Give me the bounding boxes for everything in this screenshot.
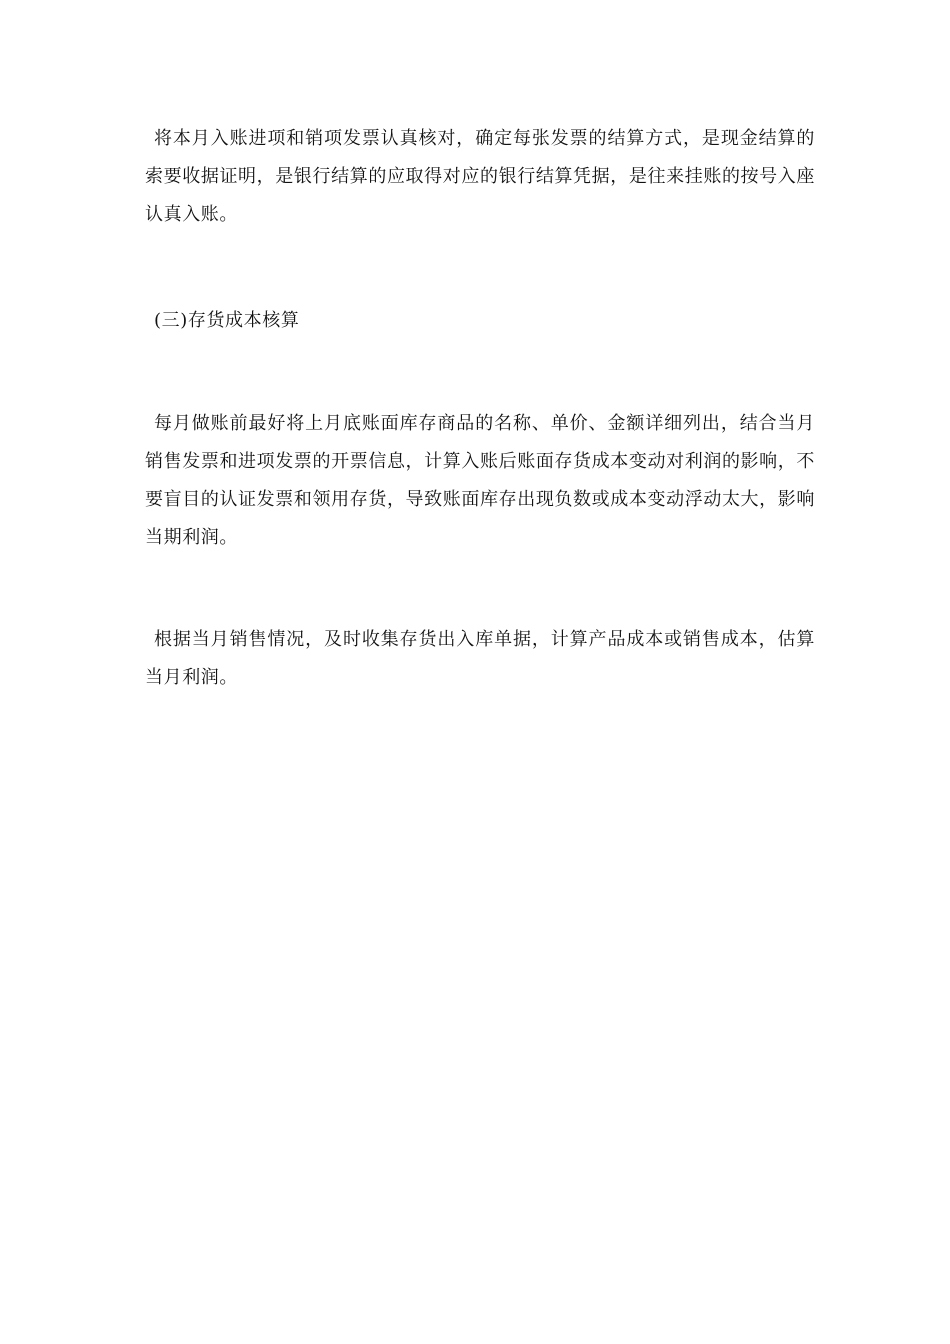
paragraph-spacer: [145, 234, 815, 302]
paragraph-invoice-reconciliation: 将本月入账进项和销项发票认真核对，确定每张发票的结算方式，是现金结算的索要收据证明，是银行结算的应取得对应的银行结算凭据，是往来挂账的按号入座认真入账。: [145, 128, 815, 225]
paragraph-spacer: [145, 340, 815, 405]
paragraph-inventory-listing: 每月做账前最好将上月底账面库存商品的名称、单价、金额详细列出，结合当月销售发票和进项发票的开票信息，计算入账后账面存货成本变动对利润的影响，不要盲目的认证发票和领用存货，导致账面库存出现负数或成本变动浮动太大，影响当期利润。: [145, 413, 815, 548]
document-body: [145, 120, 815, 697]
paragraph-spacer: [145, 557, 815, 621]
paragraph-profit-estimate: 根据当月销售情况，及时收集存货出入库单据，计算产品成本或销售成本，估算当月利润。: [145, 629, 815, 688]
section-heading-inventory-cost: (三)存货成本核算: [154, 310, 300, 331]
